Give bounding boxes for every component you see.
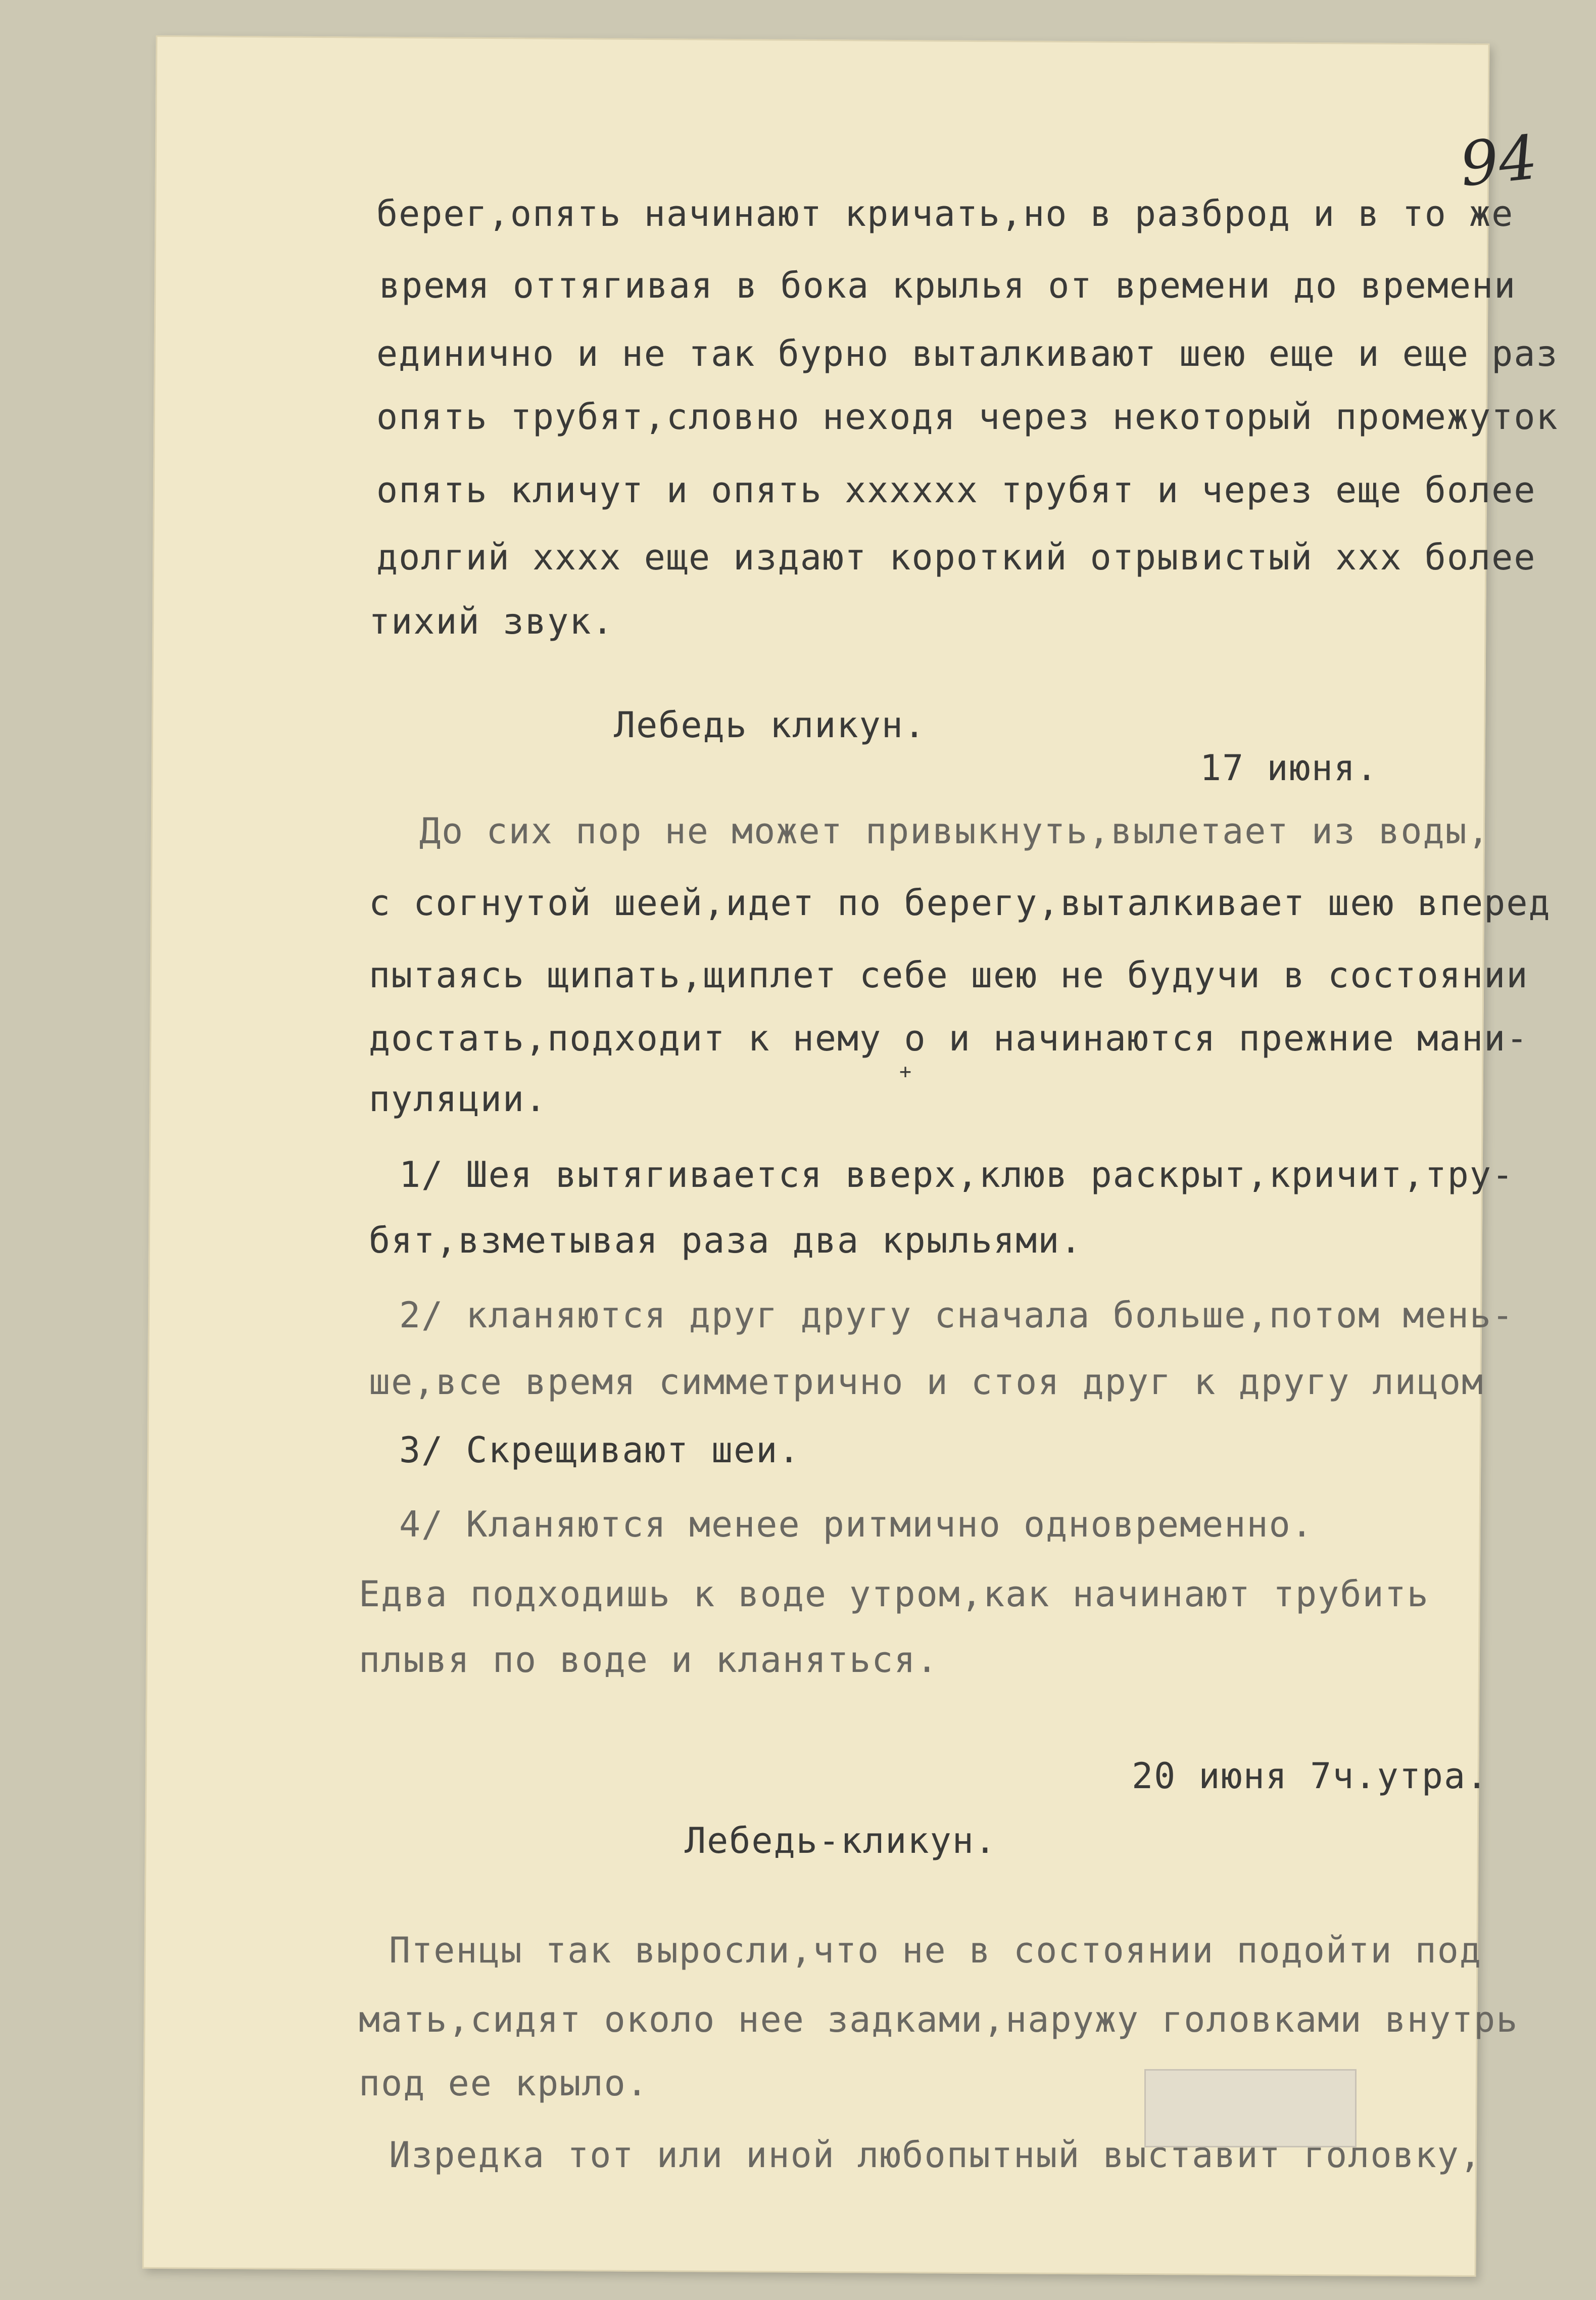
text-line: 1/ Шея вытягивается вверх,клюв раскрыт,кричит,тру-: [399, 1154, 1515, 1195]
text-line: До сих пор не может привыкнуть,вылетает из воды,: [419, 810, 1490, 852]
text-line: опять кличут и опять xxxxxx трубят и через еще более: [376, 469, 1536, 511]
text-line: Изредка тот или иной любопытный выставит головку,: [389, 2134, 1482, 2176]
sheet-number: 94: [1457, 122, 1541, 201]
text-line: 3/ Скрещивают шеи.: [399, 1429, 801, 1471]
text-line: Птенцы так выросли,что не в состоянии подойти под: [389, 1930, 1482, 1971]
text-line: опять трубят,словно неходя через некоторый промежуток: [376, 396, 1559, 438]
insertion-mark: +: [899, 1060, 912, 1083]
text-line: пытаясь щипать,щиплет себе шею не будучи в состоянии: [369, 954, 1529, 996]
text-line: Едва подходишь к воде утром,как начинают трубить: [359, 1573, 1429, 1615]
text-line: мать,сидят около нее задками,наружу головками внутрь: [359, 1999, 1519, 2040]
text-line: ше,все время симметрично и стоя друг к другу лицом: [369, 1361, 1484, 1403]
text-line: берег,опять начинают кричать,но в разброд и в то же: [376, 193, 1514, 234]
text-line: время оттягивая в бока крылья от времени до времени: [379, 265, 1517, 306]
section-heading: Лебедь кликун.: [614, 704, 927, 746]
date-line: 20 июня 7ч.утра.: [1132, 1755, 1489, 1797]
date-line: 17 июня.: [1200, 747, 1379, 789]
text-line: под ее крыло.: [359, 2063, 649, 2104]
text-line: единично и не так бурно выталкивают шею еще и еще раз: [376, 333, 1559, 374]
text-line: долгий xxxx еще издают короткий отрывистый xxx более: [376, 537, 1536, 578]
text-line: достать,подходит к нему о и начинаются прежние мани-: [369, 1018, 1529, 1059]
section-heading: Лебедь-кликун.: [685, 1820, 997, 1861]
text-line: 4/ Кланяются менее ритмично одновременно.: [399, 1504, 1314, 1545]
text-line: плывя по воде и кланяться.: [359, 1639, 939, 1681]
text-line: тихий звук.: [369, 601, 614, 642]
text-line: 2/ кланяются друг другу сначала больше,потом мень-: [399, 1295, 1515, 1336]
archive-stamp: [1144, 2069, 1357, 2147]
text-line: с согнутой шеей,идет по берегу,выталкивает шею вперед: [369, 882, 1551, 924]
text-line: бят,взметывая раза два крыльями.: [369, 1220, 1083, 1261]
text-line: пуляции.: [369, 1078, 548, 1120]
